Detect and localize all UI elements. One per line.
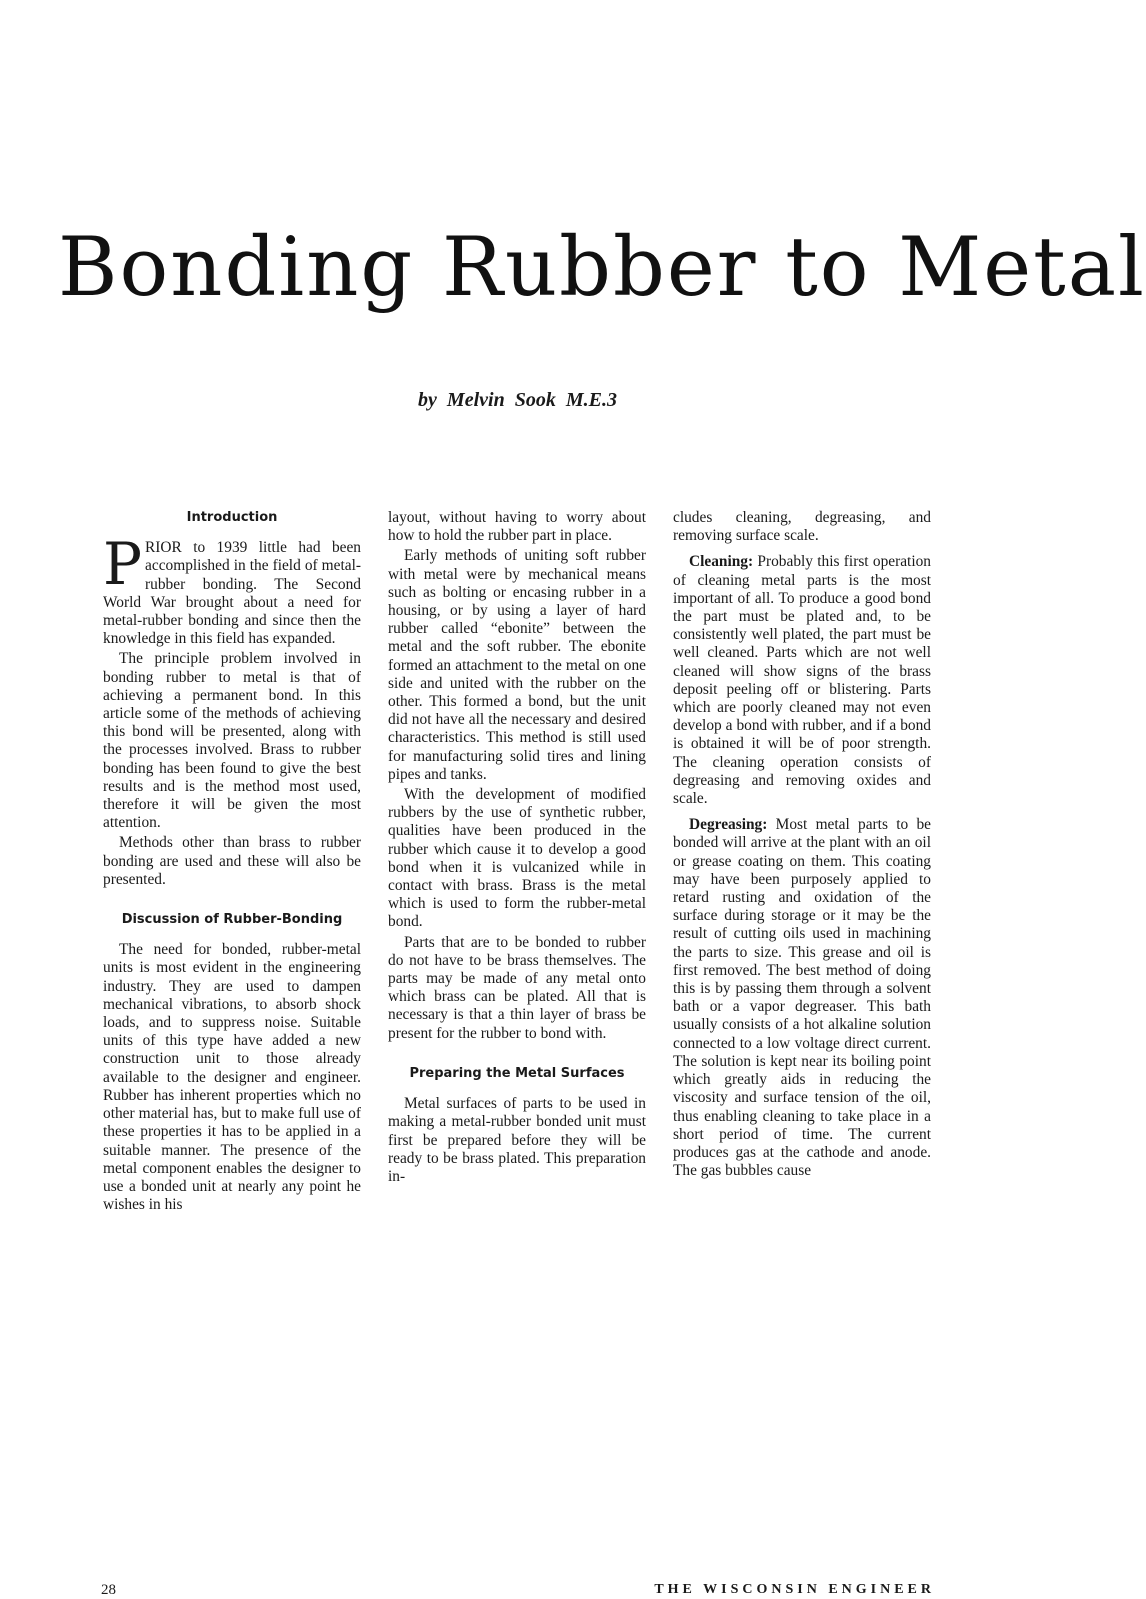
degreasing-paragraph: [673, 816, 931, 1180]
preparing-paragraph-1: Metal surfaces of parts to be used in making a metal-rubber bonded unit must first be prepared before they will be ready to be brass plated. This preparation in-: [388, 1095, 646, 1185]
column-3: [673, 509, 931, 1571]
column-1: [103, 509, 361, 1571]
intro-paragraph-3: Methods other than brass to rubber bonding are used and these will also be presented.: [103, 834, 361, 888]
cleaning-paragraph: [673, 553, 931, 808]
discussion-paragraph-1-continued: layout, without having to worry about how to hold the rubber part in place.: [388, 509, 646, 545]
cleaning-text: Probably this first operation of cleaning metal parts is the most important of all. To produce a good bond the part must be plated and, to be consistently well plated, the part must be well cleaned. Parts which are not well cleaned will show signs of the brass deposit peeling off or blistering. Parts which are poorly cleaned may not even develop a bond with rubber, and if a bond is obtained it will be of poor strength. The cleaning operation consists of degreasing and removing oxides and scale.: [673, 553, 931, 808]
journal-name: THE WISCONSIN ENGINEER: [654, 1582, 935, 1597]
page-number: 28: [101, 1582, 116, 1598]
degreasing-label: Degreasing:: [689, 816, 768, 834]
degreasing-text: Most metal parts to be bonded will arrive at the plant with an oil or grease coating on them. This coating may have been purposely applied to retard rusting and oxidation of the surface during storage or it may be the result of cutting oils used in machining the parts to size. This grease and oil is first removed. The best method of doing this is by passing them through a solvent bath or a vapor degreaser. This bath usually consists of a hot alkaline solution connected to a low voltage direct current. The solution is kept near its boiling point which greatly aids in reducing the viscosity and surface tension of the oil, thus enabling cleaning to take place in a short period of time. The current produces gas at the cathode and anode. The gas bubbles cause: [673, 816, 931, 1180]
cleaning-label: Cleaning:: [689, 553, 754, 571]
column-2: [388, 509, 646, 1571]
intro-paragraph-2: The principle problem involved in bonding rubber to metal is that of achieving a permanent bond. In this article some of the methods of achieving this bond will be presented, along with the processes involved. Brass to rubber bonding has been found to give the best results and is the method most used, therefore it will be given the most attention.: [103, 650, 361, 832]
section-heading-preparing: Preparing the Metal Surfaces: [409, 1065, 625, 1081]
discussion-paragraph-2: Early methods of uniting soft rubber with metal were by mechanical means such as bolting or encasing rubber in a housing, or by using a layer of hard rubber called “ebonite” between the metal and the soft rubber. The ebonite formed an attachment to the metal on one side and united with the rubber on the other. This formed a bond, but the unit did not have all the necessary and desired characteristics. This method is still used for manufacturing solid tires and lining pipes and tanks.: [388, 547, 646, 783]
section-heading-discussion: Discussion of Rubber-Bonding: [121, 912, 343, 928]
byline: by Melvin Sook M.E.3: [418, 389, 617, 411]
section-heading-introduction: Introduction: [186, 510, 278, 525]
drop-cap: P: [103, 530, 143, 599]
discussion-paragraph-3: With the development of modified rubbers by the use of synthetic rubber, qualities have been produced in the rubber which cause it to develop a good bond when it is vulcanized while in contact with brass. Brass is the metal which is used to form the rubber-metal bond.: [388, 786, 646, 931]
article-title: Bonding Rubber to Metal: [58, 221, 1146, 315]
intro-paragraph-1: [103, 530, 361, 648]
preparing-paragraph-1-continued: cludes cleaning, degreasing, and removing surface scale.: [673, 509, 931, 545]
discussion-paragraph-4: Parts that are to be bonded to rubber do not have to be brass themselves. The parts may be made of any metal onto which brass can be plated. All that is necessary is that a thin layer of brass be present for the rubber to bond with.: [388, 933, 646, 1042]
discussion-paragraph-1: The need for bonded, rubber-metal units is most evident in the engineering industry. They are used to dampen mechanical vibrations, to absorb shock loads, and to suppress noise. Suitable units of this type have added a new construction unit to those already available to the designer and engineer. Rubber has inherent properties which no other material has, but to make full use of these properties it has to be applied in a suitable manner. The presence of the metal component enables the designer to use a bonded unit at nearly any point he wishes in his: [103, 941, 361, 1214]
intro-paragraph-1-text: RIOR to 1939 little had been accomplished in the field of metal-rubber bonding. The Second World War brought about a need for metal-rubber bonding and since then the knowledge in this field has expanded.: [103, 539, 361, 648]
